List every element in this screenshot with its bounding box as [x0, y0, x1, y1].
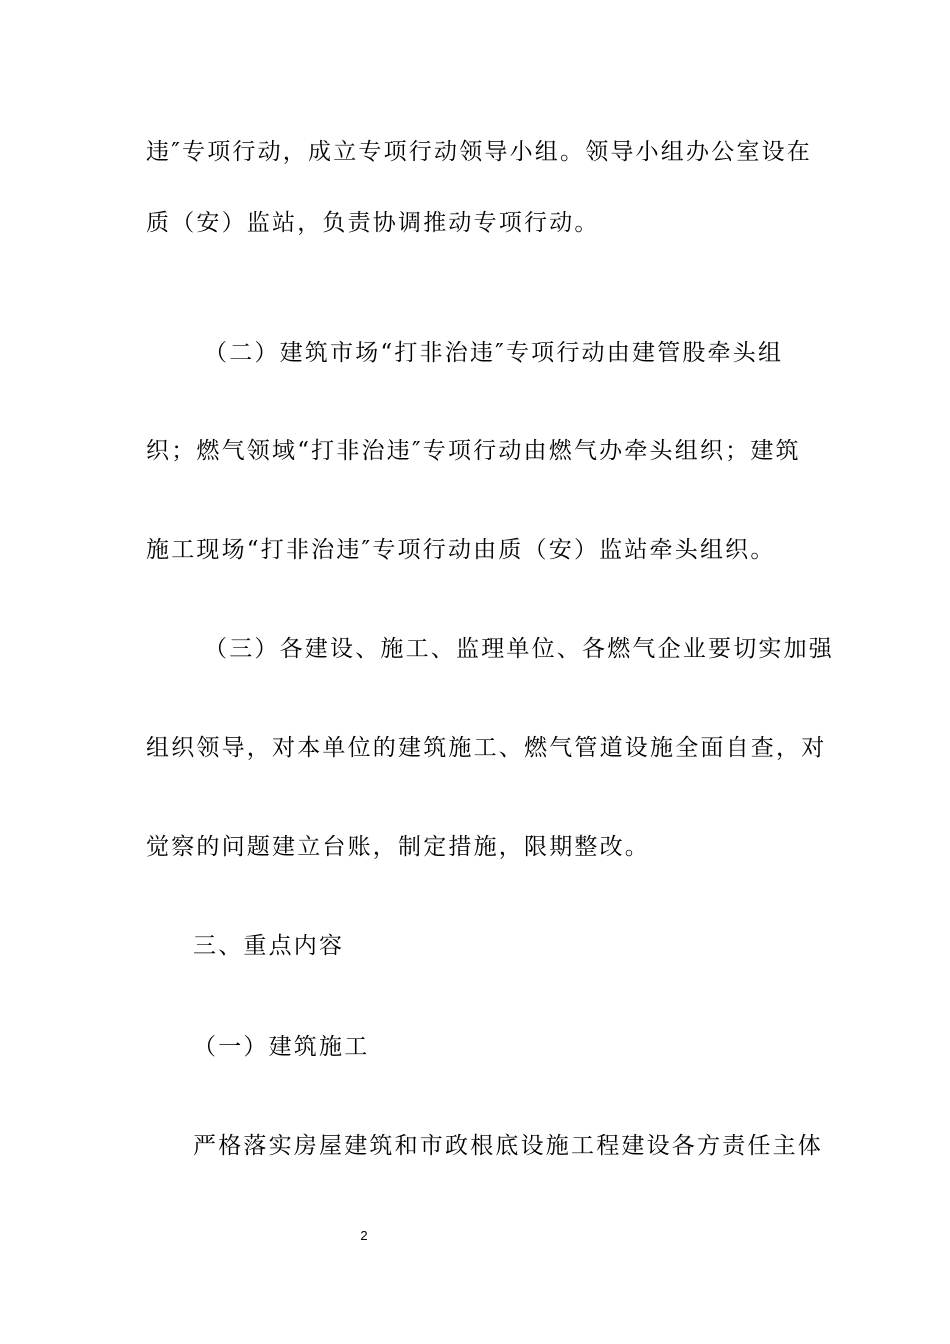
paragraph-line: 违″专项行动，成立专项行动领导小组。领导小组办公室设在 — [146, 139, 812, 165]
paragraph-line: （二）建筑市场“打非治违″专项行动由建管股牵头组 — [204, 340, 784, 366]
subsection-heading: （一）建筑施工 — [193, 1034, 370, 1060]
page-number: 2 — [360, 1228, 368, 1243]
paragraph-line: 组织领导，对本单位的建筑施工、燃气管道设施全面自查，对 — [146, 735, 827, 761]
paragraph-line: 觉察的问题建立台账，制定措施，限期整改。 — [146, 834, 650, 860]
section-heading: 三、重点内容 — [193, 933, 345, 959]
paragraph-line: 质（安）监站，负责协调推动专项行动。 — [146, 210, 600, 236]
paragraph-line: 织；燃气领域“打非治违″专项行动由燃气办牵头组织；建筑 — [146, 438, 801, 464]
paragraph-line: 施工现场“打非治违″专项行动由质（安）监站牵头组织。 — [146, 537, 776, 563]
paragraph-line: 严格落实房屋建筑和市政根底设施工程建设各方责任主体 — [193, 1133, 823, 1159]
paragraph-line: （三）各建设、施工、监理单位、各燃气企业要切实加强 — [204, 636, 834, 662]
